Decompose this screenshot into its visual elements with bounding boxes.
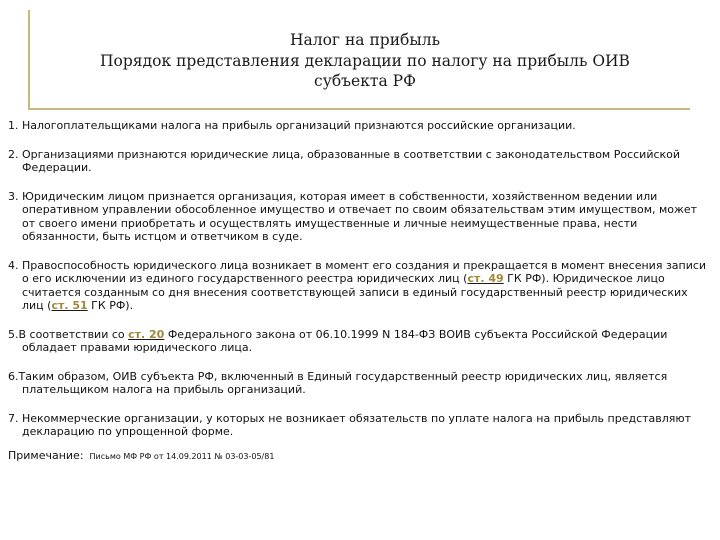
- link-article-20[interactable]: [128, 328, 164, 341]
- link-article-49-label: ст. 49: [467, 272, 504, 285]
- paragraph-3: 3. Юридическим лицом признается организация, которая имеет в собственности, хозяйственном ведении или оперативном управлении обособленное имущество и отвечает по своим обязательствам этим имуществом, может от своего имени приобретать и осуществлять имущественные и личные неимущественные права, нести обязанности, быть истцом и ответчиком в суде.: [8, 189, 698, 243]
- paragraph-2: 2. Организациями признаются юридические лица, образованные в соответствии с законодательством Российской Федерации.: [8, 147, 681, 174]
- link-article-51-label: ст. 51: [51, 299, 88, 312]
- note-text: Письмо МФ РФ от 14.09.2011 № 03-03-05/81: [89, 451, 275, 461]
- link-article-51[interactable]: [51, 299, 87, 312]
- slide-title: [40, 30, 690, 92]
- note: [8, 449, 708, 464]
- paragraph-5-text-a: 5.В соответствии со: [8, 327, 129, 341]
- paragraph-4-text-a: 4. Правоспособность юридического лица возникает в момент его создания и прекращается в момент внесения записи о его исключении из единого государственного реестра юридических лиц (: [8, 258, 707, 285]
- frame-horizontal-line: [28, 108, 690, 110]
- paragraph-5: [8, 328, 708, 355]
- note-label: Примечание:: [8, 448, 84, 462]
- paragraph-4: [8, 259, 708, 313]
- title-line-3: субъекта РФ: [314, 72, 416, 90]
- paragraph-7: 7. Некоммерческие организации, у которых не возникает обязательств по уплате налога на прибыль представляют декларацию по упрощенной форме.: [8, 411, 692, 438]
- paragraph-5-text-b: Федерального закона от 06.10.1999 N 184-ФЗ ВОИВ субъекта Российской Федерации обладает правами юридического лица.: [22, 327, 668, 354]
- link-article-49[interactable]: [467, 272, 503, 285]
- paragraph-6: 6.Таким образом, ОИВ субъекта РФ, включенный в Единый государственный реестр юридических лиц, является плательщиком налога на прибыль организаций.: [8, 369, 668, 396]
- link-article-20-label: ст. 20: [128, 327, 165, 341]
- title-line-1: Налог на прибыль: [289, 31, 441, 49]
- title-line-2: Порядок представления декларации по налогу на прибыль ОИВ: [100, 51, 630, 70]
- slide-body: [8, 119, 708, 463]
- paragraph-1: 1. Налогоплательщиками налога на прибыль организаций признаются российские организации.: [8, 119, 576, 132]
- paragraph-4-text-c: ГК РФ).: [87, 299, 134, 312]
- paragraph-4-text-b: ГК РФ). Юридическое лицо считается созданным со дня внесения соответствующей записи в единый государственный реестр юридических лиц (: [22, 272, 688, 312]
- frame-vertical-line: [28, 10, 30, 108]
